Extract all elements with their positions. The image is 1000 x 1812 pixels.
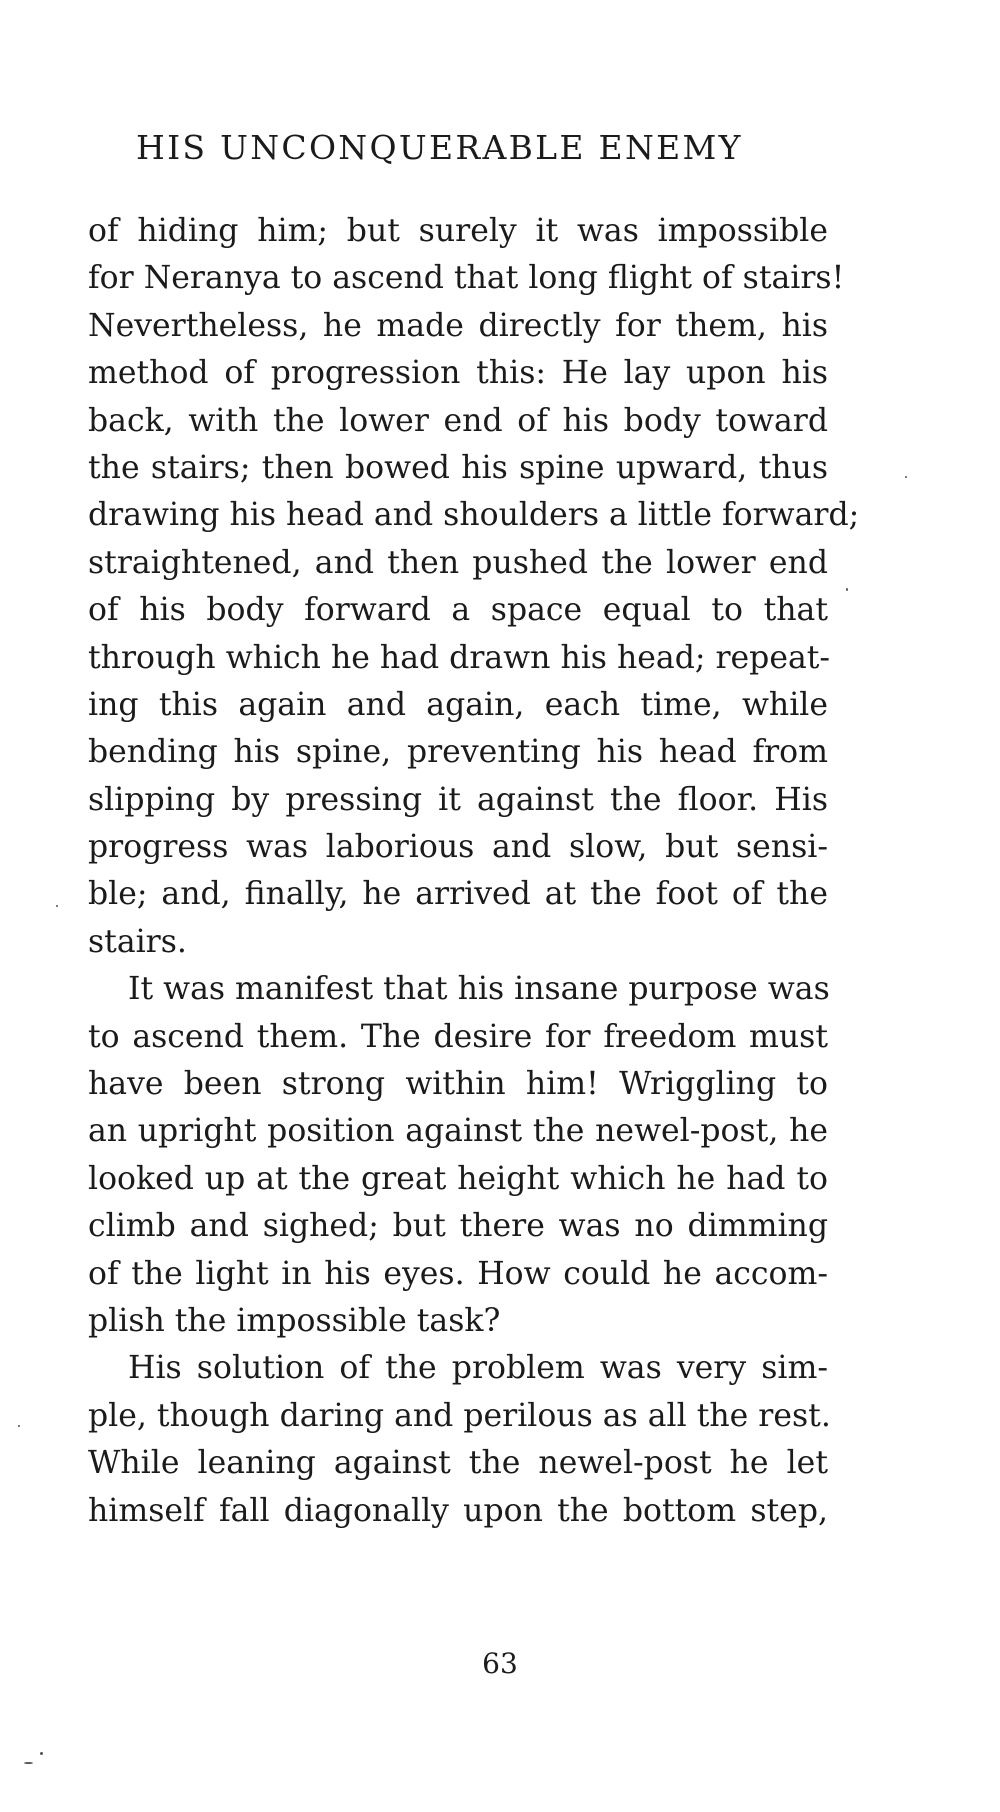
scan-speck	[24, 1762, 33, 1764]
text-line: of hiding him; but surely it was impossible	[88, 213, 828, 249]
text-line: bending his spine, preventing his head from	[88, 734, 828, 771]
text-line: the stairs; then bowed his spine upward, thus	[88, 449, 828, 486]
text-line: ing this again and again, each time, while	[88, 686, 828, 723]
scan-speck	[56, 905, 58, 907]
text-line: for Neranya to ascend that long flight of stairs!	[88, 260, 845, 297]
text-line: drawing his head and shoulders a little forward;	[88, 497, 860, 534]
text-line: himself fall diagonally upon the bottom step,	[88, 1492, 828, 1529]
scan-speck	[40, 1752, 43, 1755]
text-line: back, with the lower end of his body toward	[88, 402, 828, 439]
text-line: slipping by pressing it against the floor. His	[88, 781, 828, 818]
scan-speck	[905, 476, 907, 478]
text-line: to ascend them. The desire for freedom must	[88, 1018, 828, 1055]
text-line: plish the impossible task?	[88, 1302, 501, 1339]
text-line: ble; and, finally, he arrived at the foot of the	[88, 876, 828, 913]
scan-speck	[846, 588, 848, 591]
text-line: Nevertheless, he made directly for them, his	[88, 307, 828, 344]
text-line: straightened, and then pushed the lower end	[88, 544, 828, 581]
text-line: through which he had drawn his head; repeat-	[88, 639, 831, 676]
text-line: have been strong within him! Wriggling to	[88, 1066, 828, 1103]
running-head: HIS UNCONQUERABLE ENEMY	[136, 128, 743, 167]
text-line: ple, though daring and perilous as all the rest.	[88, 1397, 831, 1434]
text-line: stairs.	[88, 923, 187, 960]
text-line: progress was laborious and slow, but sensi-	[88, 829, 828, 866]
text-line: of his body forward a space equal to that	[88, 592, 828, 629]
text-line: of the light in his eyes. How could he accom-	[88, 1255, 828, 1292]
text-line: While leaning against the newel-post he let	[88, 1445, 828, 1482]
text-line: climb and sighed; but there was no dimming	[88, 1208, 828, 1245]
text-line: an upright position against the newel-post, he	[88, 1113, 828, 1150]
scan-speck	[18, 1425, 20, 1427]
text-line: His solution of the problem was very sim-	[128, 1350, 828, 1387]
body-text	[88, 208, 860, 1535]
text-line: method of progression this: He lay upon his	[88, 355, 828, 392]
text-line: It was manifest that his insane purpose was	[128, 971, 830, 1008]
text-line: looked up at the great height which he had to	[88, 1160, 828, 1197]
page-number: 63	[482, 1647, 518, 1680]
